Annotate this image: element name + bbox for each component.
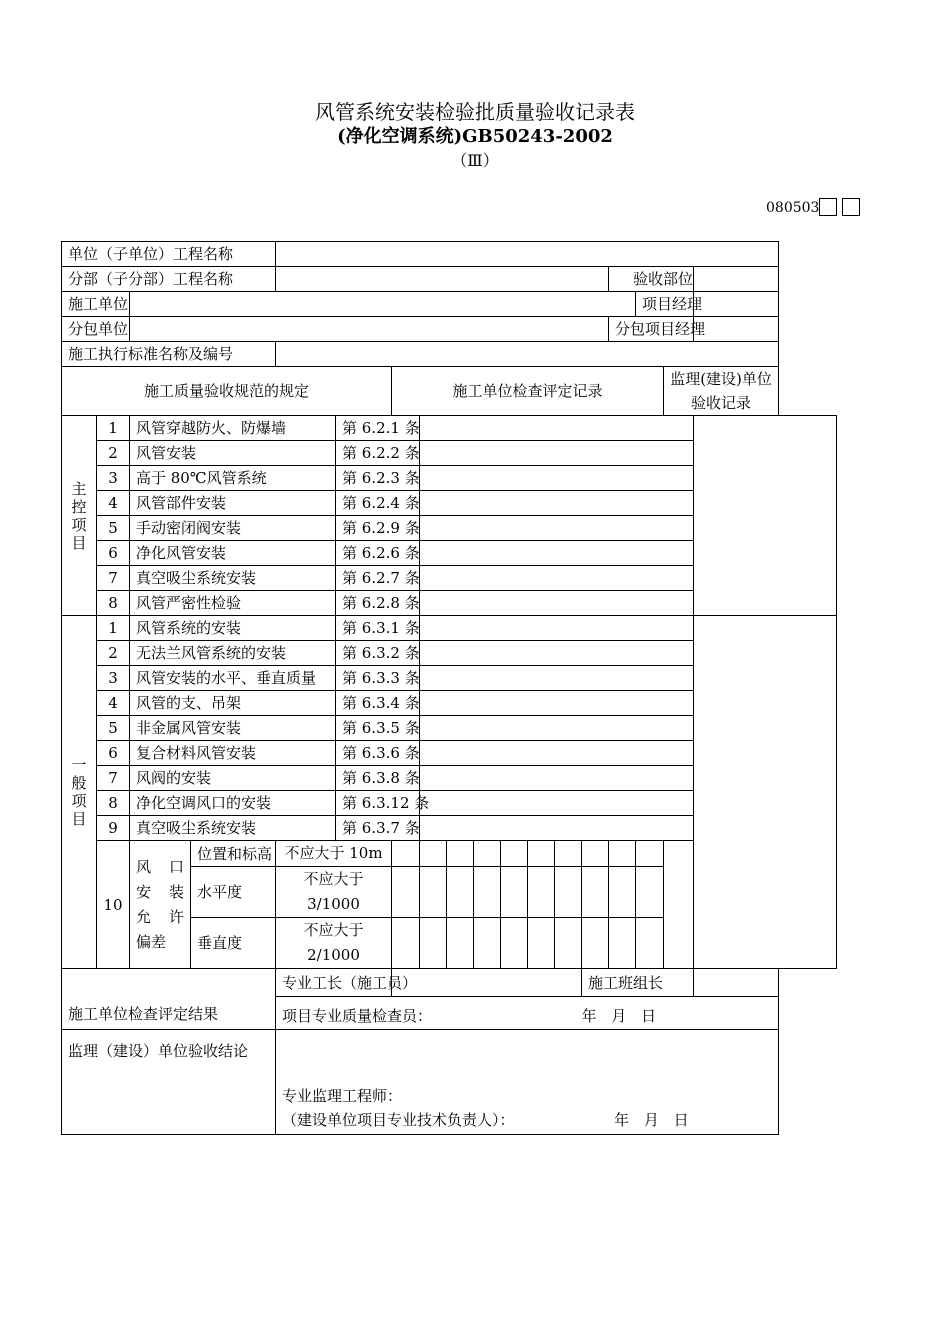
deviation-cell[interactable] [636,867,664,918]
team-leader-label: 施工班组长 [582,969,694,997]
deviation-item-name: 水平度 [191,867,276,918]
deviation-cell[interactable] [474,867,501,918]
general-item-name: 复合材料风管安装 [130,741,336,766]
deviation-cell[interactable] [609,867,636,918]
subcontract-manager-label: 分包项目经理 [609,317,694,342]
main-item-no: 4 [97,491,130,516]
team-leader-field[interactable] [694,969,779,997]
general-item-clause: 第 6.3.5 条 [336,716,420,741]
main-item-no: 8 [97,591,130,616]
main-item-name: 风管安装 [130,441,336,466]
main-item-no: 3 [97,466,130,491]
main-item-clause: 第 6.2.4 条 [336,491,420,516]
general-item-name: 风管系统的安装 [130,616,336,641]
sub-project-label: 分部（子分部）工程名称 [62,267,276,292]
acceptance-part-field[interactable] [694,267,779,292]
acceptance-part-label [609,267,694,292]
general-item-no: 2 [97,641,130,666]
general-item-no: 10 [97,841,130,969]
general-item-name: 净化空调风口的安装 [130,791,336,816]
deviation-cell[interactable] [636,918,664,969]
main-item-no: 5 [97,516,130,541]
general-item-name: 非金属风管安装 [130,716,336,741]
deviation-group-label: 风 口 安 装 允 许 偏差 [130,841,191,969]
main-item-name: 风管穿越防火、防爆墙 [130,416,336,441]
main-item-check[interactable] [420,466,694,491]
main-item-no: 7 [97,566,130,591]
general-item-check[interactable] [420,641,694,666]
main-items-label: 主控项目 [62,416,97,616]
main-item-name: 风管部件安装 [130,491,336,516]
general-item-no: 6 [97,741,130,766]
subcontract-unit-field[interactable] [130,317,609,342]
general-item-clause: 第 6.3.8 条 [336,766,420,791]
general-item-no: 8 [97,791,130,816]
inspection-table [61,241,837,1135]
general-item-no: 4 [97,691,130,716]
general-item-clause: 第 6.3.7 条 [336,816,420,841]
main-item-clause: 第 6.2.8 条 [336,591,420,616]
deviation-cell[interactable] [474,918,501,969]
engineer-date: 年 月 日 [614,1111,689,1129]
deviation-cell[interactable] [447,841,474,867]
subcontract-unit-label: 分包单位 [62,317,130,342]
general-item-name: 无法兰风管系统的安装 [130,641,336,666]
unit-name-label: 单位（子单位）工程名称 [62,242,276,267]
main-item-name: 真空吸尘系统安装 [130,566,336,591]
deviation-limit: 不应大于 10m [276,841,392,867]
deviation-cell[interactable] [501,841,528,867]
supervision-column-header: 监理(建设)单位验收记录 [664,367,779,416]
conclusion-label: 监理（建设）单位验收结论 [62,1030,276,1135]
main-item-name: 净化风管安装 [130,541,336,566]
main-item-name: 风管严密性检验 [130,591,336,616]
general-item-name: 真空吸尘系统安装 [130,816,336,841]
deviation-cell[interactable] [420,867,447,918]
main-item-no: 2 [97,441,130,466]
deviation-cell[interactable] [420,841,447,867]
deviation-limit: 不应大于 2/1000 [276,918,392,969]
deviation-cell[interactable] [609,841,636,867]
deviation-cell[interactable] [420,918,447,969]
main-item-check[interactable] [420,441,694,466]
main-item-clause: 第 6.2.7 条 [336,566,420,591]
general-item-name: 风管的支、吊架 [130,691,336,716]
general-item-check[interactable] [420,816,694,841]
deviation-limit: 不应大于 3/1000 [276,867,392,918]
general-item-check[interactable] [420,766,694,791]
standard-field[interactable] [276,342,779,367]
project-manager-field[interactable] [694,292,779,317]
general-item-no: 3 [97,666,130,691]
deviation-cell[interactable] [555,867,582,918]
general-item-name: 风管安装的水平、垂直质量 [130,666,336,691]
general-item-clause: 第 6.3.2 条 [336,641,420,666]
form-part-number: （Ⅲ） [451,151,499,170]
inspector-signature[interactable] [276,997,779,1030]
main-item-check[interactable] [420,541,694,566]
general-item-check[interactable] [420,716,694,741]
deviation-cell[interactable] [392,841,420,867]
sub-project-field[interactable] [276,267,609,292]
spec-column-header: 施工质量验收规范的规定 [62,367,392,416]
foreman-label: 专业工长（施工员） [276,969,392,997]
deviation-cell[interactable] [447,918,474,969]
deviation-cell[interactable] [636,841,664,867]
general-item-no: 1 [97,616,130,641]
subcontract-manager-field[interactable] [694,317,779,342]
main-item-no: 1 [97,416,130,441]
main-items-supervision[interactable] [694,416,837,616]
deviation-cell[interactable] [582,867,609,918]
code-box-1[interactable] [819,198,837,216]
deviation-cell[interactable] [582,841,609,867]
general-item-check[interactable] [420,691,694,716]
deviation-cell[interactable] [392,867,420,918]
general-item-no: 5 [97,716,130,741]
main-item-name: 手动密闭阀安装 [130,516,336,541]
general-item-no: 7 [97,766,130,791]
main-item-check[interactable] [420,491,694,516]
result-label: 施工单位检查评定结果 [62,969,276,1030]
deviation-cell[interactable] [474,841,501,867]
deviation-cell[interactable] [447,867,474,918]
owner-rep-label: （建设单位项目专业技术负责人）： [282,1111,515,1129]
form-subtitle: (净化空调系统)GB50243-2002 [337,126,613,147]
project-manager-label: 项目经理 [636,292,694,317]
deviation-cell[interactable] [555,841,582,867]
deviation-cell[interactable] [528,867,555,918]
main-item-clause: 第 6.2.6 条 [336,541,420,566]
main-item-clause: 第 6.2.3 条 [336,466,420,491]
main-item-clause: 第 6.2.9 条 [336,516,420,541]
main-item-check[interactable] [420,566,694,591]
construction-unit-field[interactable] [130,292,636,317]
general-item-check[interactable] [420,741,694,766]
deviation-cell[interactable] [501,918,528,969]
deviation-item-name: 位置和标高 [191,841,276,867]
form-title: 风管系统安装检验批质量验收记录表 [315,100,635,124]
construction-unit-label: 施工单位 [62,292,130,317]
deviation-cell[interactable] [555,918,582,969]
main-item-check[interactable] [420,516,694,541]
main-item-check[interactable] [420,416,694,441]
general-item-clause: 第 6.3.6 条 [336,741,420,766]
form-code: 080503 [766,200,820,216]
main-item-no: 6 [97,541,130,566]
general-item-check[interactable] [420,666,694,691]
check-column-header: 施工单位检查评定记录 [392,367,664,416]
main-item-clause: 第 6.2.1 条 [336,416,420,441]
general-items-supervision[interactable] [694,616,837,969]
code-box-2[interactable] [842,198,860,216]
engineer-signature[interactable] [276,1030,779,1135]
general-item-clause: 第 6.3.3 条 [336,666,420,691]
deviation-cell[interactable] [528,918,555,969]
general-item-check[interactable] [420,791,694,816]
inspector-date: 年 月 日 [581,1007,657,1025]
standard-label: 施工执行标准名称及编号 [62,342,276,367]
general-item-clause: 第 6.3.12 条 [336,791,420,816]
main-item-clause: 第 6.2.2 条 [336,441,420,466]
general-item-check[interactable] [420,616,694,641]
general-item-clause: 第 6.3.4 条 [336,691,420,716]
foreman-field[interactable] [392,969,582,997]
deviation-cell[interactable] [501,867,528,918]
main-item-name: 高于 80℃风管系统 [130,466,336,491]
deviation-cell[interactable] [392,918,420,969]
general-items-label: 一般项目 [62,616,97,969]
deviation-cell[interactable] [582,918,609,969]
general-item-no: 9 [97,816,130,841]
deviation-item-name: 垂直度 [191,918,276,969]
unit-name-field[interactable] [276,242,779,267]
engineer-label: 专业监理工程师： [282,1087,403,1105]
general-item-name: 风阀的安装 [130,766,336,791]
general-item-clause: 第 6.3.1 条 [336,616,420,641]
main-item-check[interactable] [420,591,694,616]
inspector-label: 项目专业质量检查员： [282,1007,433,1025]
deviation-cell[interactable] [528,841,555,867]
deviation-cell[interactable] [609,918,636,969]
acceptance-part-text: 验收部位 [633,270,694,288]
